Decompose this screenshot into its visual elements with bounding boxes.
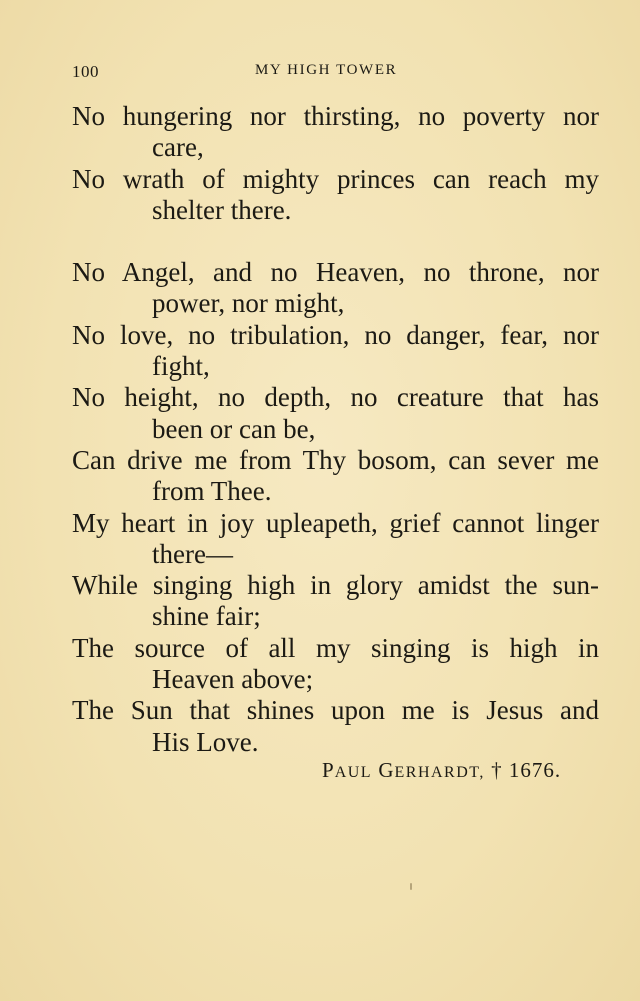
poem-line: My heart in joy upleapeth, grief cannot linger (72, 507, 599, 538)
poem-line: No love, no tribulation, no danger, fear, nor (72, 319, 599, 350)
poem-line: Can drive me from Thy bosom, can sever me (72, 444, 599, 475)
poem-line: No Angel, and no Heaven, no throne, nor (72, 257, 599, 288)
page-number: 100 (72, 62, 99, 81)
poem-line: No height, no depth, no creature that has (72, 382, 599, 413)
poem-line-continuation: been or can be, (152, 413, 316, 444)
author-attribution (322, 758, 561, 783)
poem (72, 101, 602, 758)
author-last-name-rest: ERHARDT, (394, 764, 485, 781)
poem-line: No wrath of mighty princes can reach my (72, 163, 599, 194)
poem-line: No hungering nor thirsting, no poverty nor (72, 101, 599, 131)
dagger-symbol: † (491, 758, 503, 782)
poem-line-continuation: fight, (152, 351, 210, 382)
poem-line: The Sun that shines upon me is Jesus and (72, 695, 599, 726)
poem-line-continuation: care, (152, 132, 204, 163)
paper-speck (410, 883, 412, 890)
author-initial-last: G (378, 758, 395, 782)
stanza-1 (72, 101, 602, 226)
running-head (72, 62, 572, 84)
death-year: 1676. (508, 758, 562, 782)
poem-line-continuation: shine fair; (152, 601, 261, 632)
author-first-name-rest: AUL (334, 764, 373, 781)
poem-line: While singing high in glory amidst the sun- (72, 570, 599, 601)
running-title: MY HIGH TOWER (255, 62, 398, 78)
poem-line-continuation: from Thee. (152, 476, 272, 507)
poem-line-continuation: shelter there. (152, 194, 292, 225)
author-initial-first: P (322, 758, 335, 782)
stanza-2 (72, 257, 602, 758)
stanza-break (72, 226, 602, 257)
poem-line: The source of all my singing is high in (72, 632, 599, 663)
poem-line-continuation: power, nor might, (152, 288, 345, 319)
poem-line-continuation: Heaven above; (152, 664, 314, 695)
poem-line-continuation: there— (152, 538, 233, 569)
poem-line-continuation: His Love. (152, 726, 259, 757)
